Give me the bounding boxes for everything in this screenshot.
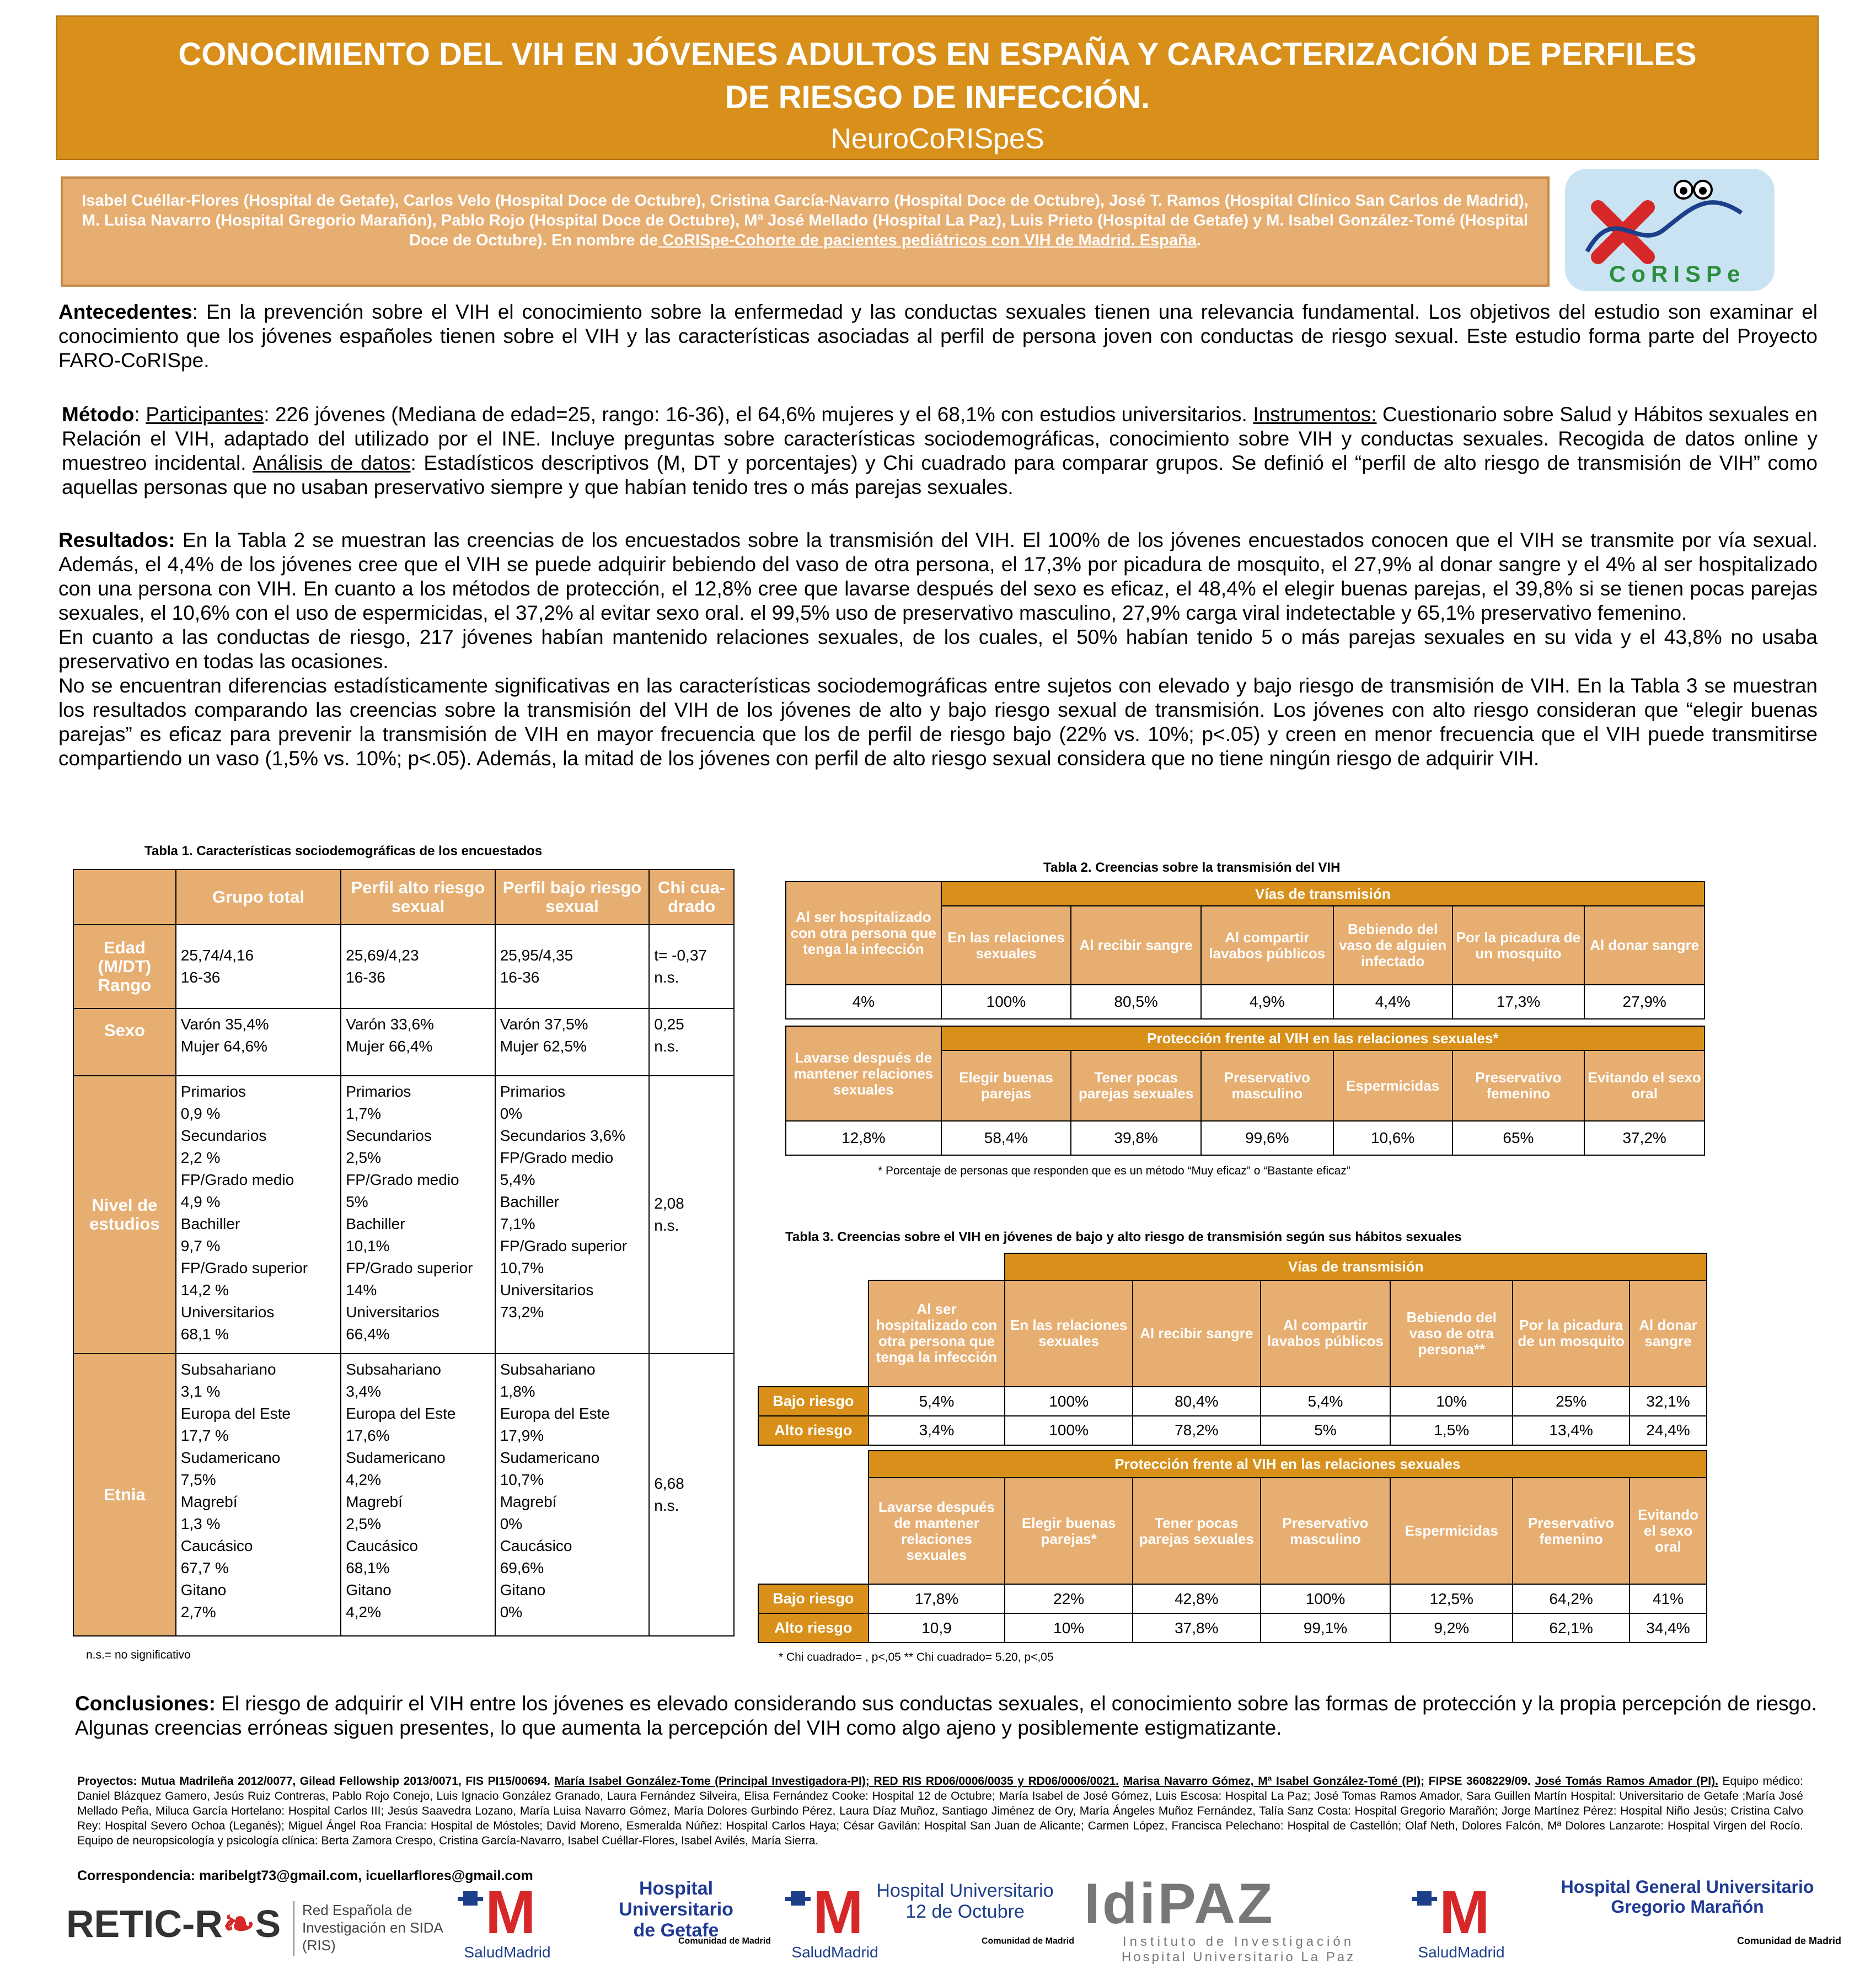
idipaz-logo — [1084, 1872, 1393, 1965]
tabla2-value: 4,9% — [1201, 985, 1333, 1019]
tabla1-cell — [341, 1354, 495, 1636]
tabla2-value: 100% — [941, 985, 1071, 1019]
gregorio-maranon-logo — [1544, 1877, 1831, 1917]
tabla1-cell — [649, 1354, 734, 1636]
corispe-logo — [1565, 169, 1775, 291]
metodo-section — [62, 403, 1818, 500]
proyectos-fipse: FIPSE 3608229/09. — [1424, 1775, 1535, 1788]
tabla1-caption: Tabla 1. Características sociodemográficas de los encuestados — [144, 844, 543, 858]
tabla3-value: 34,4% — [1630, 1613, 1707, 1643]
metodo-label: Método — [62, 403, 135, 426]
tabla2-value: 99,6% — [1201, 1121, 1333, 1155]
getafe-line-2: de Getafe — [633, 1920, 719, 1941]
tabla3-value: 5,4% — [869, 1387, 1005, 1416]
tabla3-value: 100% — [1261, 1584, 1391, 1613]
getafe-logo — [582, 1878, 770, 1941]
tabla3-value: 5% — [1261, 1416, 1391, 1445]
tabla1-cell-text: 6,68 n.s. — [654, 1475, 684, 1514]
tabla1-cell-text: Primarios 1,7% Secundarios 2,5% FP/Grado medio 5% Bachiller 10,1% FP/Grado superior 14% Universitarios 66,4% — [346, 1083, 473, 1343]
tabla3-header: Elegir buenas parejas* — [1005, 1478, 1133, 1584]
tabla1-cell — [649, 1008, 734, 1076]
analisis-label: Análisis de datos — [253, 452, 411, 474]
idipaz-sub-1: Instituto de Investigación — [1122, 1934, 1355, 1949]
corispe-logo-text: CoRISPe — [1609, 261, 1746, 287]
tabla1-cell — [176, 1076, 341, 1354]
tabla1-cell-text: 0,25 n.s. — [654, 1016, 684, 1055]
tabla2-value: 4% — [786, 985, 941, 1019]
tabla2-value: 17,3% — [1452, 985, 1585, 1019]
tabla3 — [758, 1253, 1707, 1643]
tabla3-header: Bebiendo del vaso de otra persona** — [1390, 1280, 1513, 1387]
tabla3-row-label: Bajo riesgo — [758, 1584, 869, 1613]
tabla3-header: En las relaciones sexuales — [1005, 1280, 1133, 1387]
tabla3-header: Al ser hospitalizado con otra persona que tenga la infección — [869, 1280, 1005, 1387]
tabla1-corner — [73, 870, 176, 925]
tabla1-header: Chi cua-drado — [649, 870, 734, 925]
conclusiones-section — [75, 1692, 1818, 1740]
proyectos-pi-3: José Tomás Ramos Amador (PI). — [1535, 1775, 1718, 1788]
svg-text:M: M — [813, 1880, 864, 1941]
salud-madrid-logo-3 — [1412, 1880, 1511, 1963]
participantes-label: Participantes — [146, 403, 264, 426]
idipaz-name: IdiPAZ — [1084, 1872, 1275, 1936]
tabla3-corner — [758, 1451, 869, 1584]
madrid-m-icon — [785, 1880, 885, 1941]
madrid-m-icon — [458, 1880, 557, 1941]
resultados-p3: No se encuentran diferencias estadísticamente significativas en las características sociodemográficas entre sujetos con elevado y bajo riesgo de transmisión de VIH. En la Tabla 3 se muestran los resultados comparando las creencias sobre la transmisión del VIH de los jóvenes de alto y bajo riesgo sexual de transmisión. Los jóvenes con alto riesgo consideran que “elegir buenas parejas” es eficaz para prevenir la transmisión de VIH en mayor frecuencia que los de perfil de riesgo bajo (22% vs. 10%; p<.05) y creen en menor frecuencia que el VIH puede transmitirse compartiendo un vaso (1,5% vs. 10%; p<.05). Además, la mitad de los jóvenes con perfil de alto riesgo sexual considera que no tiene ningún riesgo de adquirir VIH. — [58, 674, 1818, 770]
tabla3-note: * Chi cuadrado= , p<,05 ** Chi cuadrado= 5.20, p<,05 — [779, 1651, 1054, 1664]
retic-name-end: S — [255, 1902, 281, 1945]
tabla1-cell — [176, 925, 341, 1008]
antecedentes-section — [58, 300, 1818, 373]
tabla1-cell — [341, 1076, 495, 1354]
octubre-line-1: Hospital Universitario — [876, 1880, 1054, 1901]
tabla2-header: Al compartir lavabos públicos — [1201, 906, 1333, 985]
tabla3-corner — [758, 1253, 869, 1387]
salud-madrid-text: SaludMadrid — [1418, 1944, 1505, 1961]
tabla2-value: 58,4% — [941, 1121, 1071, 1155]
gm-line-1: Hospital General Universitario — [1561, 1877, 1814, 1897]
tabla3-spacer — [758, 1445, 1707, 1451]
title-line-2: DE RIESGO DE INFECCIÓN. — [725, 79, 1150, 115]
tabla2-section-title: Protección frente al VIH en las relaciones sexuales* — [941, 1026, 1705, 1050]
proyectos-sep — [1119, 1775, 1123, 1788]
tabla3-header: Tener pocas parejas sexuales — [1133, 1478, 1261, 1584]
tabla2-header: Por la picadura de un mosquito — [1452, 906, 1585, 985]
idipaz-sub-2: Hospital Universitario La Paz — [1121, 1950, 1356, 1965]
resultados-section — [58, 528, 1818, 771]
tabla1-row-label: Sexo — [73, 1008, 176, 1076]
subtitle: NeuroCoRISpeS — [830, 123, 1044, 155]
antecedentes-text: : En la prevención sobre el VIH el conocimiento sobre la enfermedad y las conductas sexuales tienen una relevancia fundamental. Los objetivos del estudio son examinar el conocimiento que los jóvenes españoles tienen sobre el VIH y las características asociadas al perfil de persona joven con conductas de riesgo sexual. Este estudio forma parte del Proyecto FARO-CoRISpe. — [58, 301, 1818, 372]
tabla3-row-label: Bajo riesgo — [758, 1387, 869, 1416]
tabla2 — [785, 881, 1705, 1156]
comunidad-madrid-3: Comunidad de Madrid — [1737, 1935, 1841, 1946]
proyectos-pi-2: Marisa Navarro Gómez, Mª Isabel González-Tomé (PI); — [1123, 1775, 1425, 1788]
tabla1-cell — [341, 1008, 495, 1076]
tabla1-cell — [649, 925, 734, 1008]
tabla3-row-label: Alto riesgo — [758, 1613, 869, 1643]
tabla1-cell-text: Subsahariano 3,1 % Europa del Este 17,7 % Sudamericano 7,5% Magrebí 1,3 % Caucásico 67,7 % Gitano 2,7% — [180, 1361, 291, 1621]
tabla1-cell — [495, 925, 650, 1008]
tabla3-value: 100% — [1005, 1416, 1133, 1445]
tabla3-corner — [869, 1253, 1005, 1280]
tabla3-value: 3,4% — [869, 1416, 1005, 1445]
analisis-text: : Estadísticos descriptivos (M, DT y porcentajes) y Chi cuadrado para comparar grupos. Se definió el “perfil de alto riesgo de transmisión de VIH” como aquellas personas que no usaban preservativo siempre y que habían tenido tres o más parejas sexuales. — [62, 452, 1818, 498]
corispe-logo-graphic — [1565, 169, 1775, 291]
tabla3-value: 13,4% — [1513, 1416, 1630, 1445]
tabla1-cell-text: Subsahariano 1,8% Europa del Este 17,9% Sudamericano 10,7% Magrebí 0% Caucásico 69,6% Gitano 0% — [500, 1361, 610, 1621]
tabla3-value: 1,5% — [1390, 1416, 1513, 1445]
tabla1-cell — [495, 1354, 650, 1636]
salud-madrid-logo-1 — [458, 1880, 557, 1963]
tabla2-header: Espermicidas — [1333, 1050, 1452, 1121]
authors-end: . — [1196, 232, 1201, 249]
title-banner — [56, 15, 1819, 160]
tabla2-value: 4,4% — [1333, 985, 1452, 1019]
svg-text:M: M — [485, 1880, 536, 1941]
tabla1-cell — [495, 1076, 650, 1354]
tabla3-header: Espermicidas — [1390, 1478, 1513, 1584]
tabla3-value: 22% — [1005, 1584, 1133, 1613]
tabla2-value: 39,8% — [1071, 1121, 1201, 1155]
tabla3-value: 80,4% — [1133, 1387, 1261, 1416]
octubre-line-2: 12 de Octubre — [905, 1901, 1025, 1922]
retic-ris-subtitle — [293, 1901, 470, 1956]
tabla3-header: Preservativo masculino — [1261, 1478, 1391, 1584]
retic-name: RETIC-R — [66, 1902, 223, 1945]
tabla3-value: 41% — [1630, 1584, 1707, 1613]
tabla3-value: 10,9 — [869, 1613, 1005, 1643]
tabla3-value: 25% — [1513, 1387, 1630, 1416]
conclusiones-label: Conclusiones: — [75, 1692, 216, 1715]
tabla3-value: 99,1% — [1261, 1613, 1391, 1643]
tabla1-cell — [176, 1008, 341, 1076]
tabla3-header: Al recibir sangre — [1133, 1280, 1261, 1387]
salud-madrid-logo-2 — [785, 1880, 885, 1963]
authors-box — [61, 176, 1550, 287]
ribbon-icon: ❧ — [222, 1902, 255, 1945]
correspondencia: Correspondencia: maribelgt73@gmail.com, icuellarflores@gmail.com — [77, 1868, 533, 1884]
tabla1-cell-text: 25,69/4,23 16-36 — [346, 947, 419, 986]
tabla2-header: Al ser hospitalizado con otra persona que tenga la infección — [786, 882, 941, 985]
tabla1-header: Perfil bajo riesgo sexual — [495, 870, 650, 925]
tabla1-cell-text: Varón 37,5% Mujer 62,5% — [500, 1016, 588, 1055]
tabla2-header: Tener pocas parejas sexuales — [1071, 1050, 1201, 1121]
retic-sub-2: Investigación en SIDA (RIS) — [302, 1919, 443, 1954]
tabla2-header: Bebiendo del vaso de alguien infectado — [1333, 906, 1452, 985]
tabla1-cell-text: Varón 35,4% Mujer 64,6% — [180, 1016, 269, 1055]
tabla3-value: 10% — [1390, 1387, 1513, 1416]
tabla3-header: Al donar sangre — [1630, 1280, 1707, 1387]
tabla2-value: 80,5% — [1071, 985, 1201, 1019]
tabla1-cell-text: Subsahariano 3,4% Europa del Este 17,6% Sudamericano 4,2% Magrebí 2,5% Caucásico 68,1% Gitano 4,2% — [346, 1361, 456, 1621]
tabla1-cell-text: Varón 33,6% Mujer 66,4% — [346, 1016, 434, 1055]
tabla3-value: 10% — [1005, 1613, 1133, 1643]
proyectos-section — [77, 1774, 1803, 1848]
conclusiones-p1 — [75, 1692, 1818, 1716]
tabla1-cell-text: 25,95/4,35 16-36 — [500, 947, 573, 986]
tabla2-header: Preservativo masculino — [1201, 1050, 1333, 1121]
tabla3-value: 42,8% — [1133, 1584, 1261, 1613]
proyectos-pi-1: María Isabel González-Tome (Principal Investigadora-PI); RED RIS RD06/0006/0035 y RD06/0006/0021. — [554, 1775, 1119, 1788]
tabla2-section-title: Vías de transmisión — [941, 882, 1705, 906]
tabla1-cell-text: 2,08 n.s. — [654, 1195, 684, 1234]
tabla1-cell-text: t= -0,37 n.s. — [654, 947, 707, 986]
tabla1-note: n.s.= no significativo — [86, 1649, 191, 1661]
tabla3-value: 12,5% — [1390, 1584, 1513, 1613]
tabla2-spacer — [786, 1019, 1705, 1026]
tabla2-header: Al donar sangre — [1584, 906, 1705, 985]
instrumentos-label: Instrumentos: — [1253, 403, 1377, 426]
conclusiones-p1-text: El riesgo de adquirir el VIH entre los jóvenes es elevado considerando sus conductas sexuales, el conocimiento sobre las formas de protección y la propia percepción de riesgo. — [215, 1692, 1817, 1715]
tabla3-value: 100% — [1005, 1387, 1133, 1416]
authors-text: Isabel Cuéllar-Flores (Hospital de Getafe), Carlos Velo (Hospital Doce de Octubre), Cristina García-Navarro (Hospital Doce de Octubre), José T. Ramos (Hospital Clínico San Carlos de Madrid), M. Luisa Navarro (Hospital Gregorio Marañón), Pablo Rojo (Hospital Doce de Octubre), Mª José Mellado (Hospital La Paz), Luis Prieto (Hospital de Getafe) y M. Isabel González-Tomé (Hospital Doce de Octubre). En nombre de — [82, 192, 1529, 249]
tabla1-row-label: Nivel de estudios — [73, 1076, 176, 1354]
resultados-p1 — [58, 528, 1818, 625]
tabla2-header: Preservativo femenino — [1452, 1050, 1585, 1121]
tabla3-row-label: Alto riesgo — [758, 1416, 869, 1445]
tabla3-value: 78,2% — [1133, 1416, 1261, 1445]
tabla2-value: 65% — [1452, 1121, 1585, 1155]
tabla1-header: Grupo total — [176, 870, 341, 925]
metodo-sep: : — [134, 403, 146, 426]
tabla1-cell-text: Primarios 0,9 % Secundarios 2,2 % FP/Grado medio 4,9 % Bachiller 9,7 % FP/Grado superior 14,2 % Universitarios 68,1 % — [180, 1083, 308, 1343]
comunidad-madrid-2: Comunidad de Madrid — [982, 1936, 1074, 1946]
comunidad-madrid-1: Comunidad de Madrid — [678, 1936, 771, 1946]
tabla3-value: 5,4% — [1261, 1387, 1391, 1416]
doce-octubre-logo — [871, 1880, 1059, 1922]
tabla1-cell — [495, 1008, 650, 1076]
gm-line-2: Gregorio Marañón — [1611, 1897, 1764, 1917]
tabla1-row-label: Etnia — [73, 1354, 176, 1636]
instrumentos-text: Cuestionario sobre Salud y Hábitos sexuales en Relación el VIH, adaptado del utilizado por el INE. Incluye preguntas sobre características sociodemográficas, conocimiento sobre VIH y conductas sexuales. Recogida de datos online y muestreo incidental. — [62, 403, 1818, 474]
tabla1-header: Perfil alto riesgo sexual — [341, 870, 495, 925]
tabla3-value: 9,2% — [1390, 1613, 1513, 1643]
tabla1-cell — [341, 925, 495, 1008]
tabla1-cell — [176, 1354, 341, 1636]
tabla3-header: Preservativo femenino — [1513, 1478, 1630, 1584]
tabla1-row-label: Edad (M/DT) Rango — [73, 925, 176, 1008]
tabla3-section-title: Protección frente al VIH en las relaciones sexuales — [869, 1451, 1707, 1478]
tabla3-value: 17,8% — [869, 1584, 1005, 1613]
tabla2-caption: Tabla 2. Creencias sobre la transmisión del VIH — [1043, 860, 1341, 875]
proyectos-team: Equipo médico: Daniel Blázquez Gamero, Jesús Ruiz Contreras, Pablo Rojo Conejo, Luis Ignacio González Granado, Laura Fernández Silveira, Elisa Fernández Cooke: Hospital 12 de Octubre; María Isabel de José Gómez, Luis Escosa: Hospital La Paz; José Tomas Ramos Amador, Sara Guillen Martín Hospital: Universitario de Getafe ;María José Mellado Peña, Miluca García Hortelano: Hospital Carlos III; Jesús Saavedra Lozano, María Luisa Navarro Gómez, María Dolores Gurbindo Pérez, Laura Díaz Muñoz, Santiago Jiménez de Ory, María Ángeles Muñoz Fernández, Talía Sanz Costa: Hospital Gregorio Marañón; Jorge Martínez Pérez: Hospital Niño Jesús; Cristina Calvo Rey: Hospital Severo Ochoa (Leganés); Miguel Ángel Roa Francia: Hospital de Móstoles; David Moreno, Esmeralda Núñez: Hospital Carlos Haya; César Gavilán: Hospital San Juan de Alicante; Carmen López, Francisca Pelechano: Hospital de Castellón; Olaf Neth, Dolores Falcón, Mª Dolores Lanzarote: Hospital Virgen del Rocío. Equipo de neuropsicología y psicología clínica: Berta Zamora Crespo, Cristina García-Navarro, Isabel Cuéllar-Flores, Isabel Avilés, María Sierra. — [77, 1775, 1804, 1847]
salud-madrid-text: SaludMadrid — [791, 1944, 878, 1961]
tabla1 — [73, 869, 735, 1636]
proyectos-funding: Proyectos: Mutua Madrileña 2012/0077, Gilead Fellowship 2013/0071, FIS PI15/00694. — [77, 1775, 555, 1788]
tabla2-header: Elegir buenas parejas — [941, 1050, 1071, 1121]
resultados-p1-text: En la Tabla 2 se muestran las creencias de los encuestados sobre la transmisión del VIH. El 100% de los jóvenes encuestados conocen que el VIH se transmite por vía sexual. Además, el 4,4% de los jóvenes cree que el VIH se puede adquirir bebiendo del vaso de otra persona, el 17,3% por picadura de mosquito, el 27,9% al donar sangre y el 4% al ser hospitalizado con una persona con VIH. En cuanto a los métodos de protección, el 12,8% cree que lavarse después del sexo es eficaz, el 48,4% el elegir buenas parejas, el 39,8% si se tienen pocas parejas sexuales, el 10,6% con el uso de espermicidas, el 37,2% al evitar sexo oral. el 99,5% uso de preservativo masculino, 27,9% carga viral indetectable y 65,1% preservativo femenino. — [58, 529, 1818, 624]
participantes-text: : 226 jóvenes (Mediana de edad=25, rango: 16-36), el 64,6% mujeres y el 68,1% con estudios universitarios. — [264, 403, 1253, 426]
resultados-label: Resultados: — [58, 529, 175, 551]
title-line-1: CONOCIMIENTO DEL VIH EN JÓVENES ADULTOS EN ESPAÑA Y CARACTERIZACIÓN DE PERFILES — [178, 36, 1697, 72]
salud-madrid-text: SaludMadrid — [464, 1944, 551, 1961]
retic-ris-logo — [66, 1896, 325, 1956]
tabla2-header: Lavarse después de mantener relaciones sexuales — [786, 1026, 941, 1121]
tabla3-header: Al compartir lavabos públicos — [1261, 1280, 1391, 1387]
tabla1-cell — [649, 1076, 734, 1354]
tabla3-header: Evitando el sexo oral — [1630, 1478, 1707, 1584]
tabla3-header: Por la picadura de un mosquito — [1513, 1280, 1630, 1387]
tabla3-value: 32,1% — [1630, 1387, 1707, 1416]
tabla3-value: 62,1% — [1513, 1613, 1630, 1643]
tabla2-value: 12,8% — [786, 1121, 941, 1155]
tabla3-value: 64,2% — [1513, 1584, 1630, 1613]
tabla1-cell-text: Primarios 0% Secundarios 3,6% FP/Grado medio 5,4% Bachiller 7,1% FP/Grado superior 10,7% Universitarios 73,2% — [500, 1083, 628, 1321]
antecedentes-label: Antecedentes — [58, 301, 192, 323]
retic-sub-1: Red Española de — [302, 1902, 412, 1918]
tabla2-value: 10,6% — [1333, 1121, 1452, 1155]
getafe-line-1: Hospital Universitario — [619, 1878, 733, 1920]
tabla3-value: 24,4% — [1630, 1416, 1707, 1445]
tabla3-caption: Tabla 3. Creencias sobre el VIH en jóvenes de bajo y alto riesgo de transmisión según sus hábitos sexuales — [785, 1230, 1462, 1244]
tabla3-header: Lavarse después de mantener relaciones sexuales — [869, 1478, 1005, 1584]
tabla3-section-title: Vías de transmisión — [1005, 1253, 1707, 1280]
conclusiones-p2: Algunas creencias erróneas siguen presentes, lo que aumenta la percepción del VIH como algo ajeno y posiblemente estigmatizante. — [75, 1716, 1282, 1739]
tabla2-value: 27,9% — [1584, 985, 1705, 1019]
tabla3-value: 37,8% — [1133, 1613, 1261, 1643]
tabla2-header: Evitando el sexo oral — [1584, 1050, 1705, 1121]
cohort-link[interactable]: CoRISpe-Cohorte de pacientes pediátricos con VIH de Madrid. España — [658, 232, 1197, 249]
tabla2-value: 37,2% — [1584, 1121, 1705, 1155]
tabla2-header: Al recibir sangre — [1071, 906, 1201, 985]
tabla2-header: En las relaciones sexuales — [941, 906, 1071, 985]
resultados-p2: En cuanto a las conductas de riesgo, 217 jóvenes habían mantenido relaciones sexuales, de los cuales, el 50% habían tenido 5 o más parejas sexuales en su vida y el 43,8% no usaba preservativo en todas las ocasiones. — [58, 626, 1818, 673]
tabla2-note: * Porcentaje de personas que responden que es un método “Muy eficaz” o “Bastante eficaz” — [878, 1165, 1350, 1177]
tabla1-cell-text: 25,74/4,16 16-36 — [180, 947, 254, 986]
madrid-m-icon — [1412, 1880, 1511, 1941]
svg-text:M: M — [1439, 1880, 1490, 1941]
